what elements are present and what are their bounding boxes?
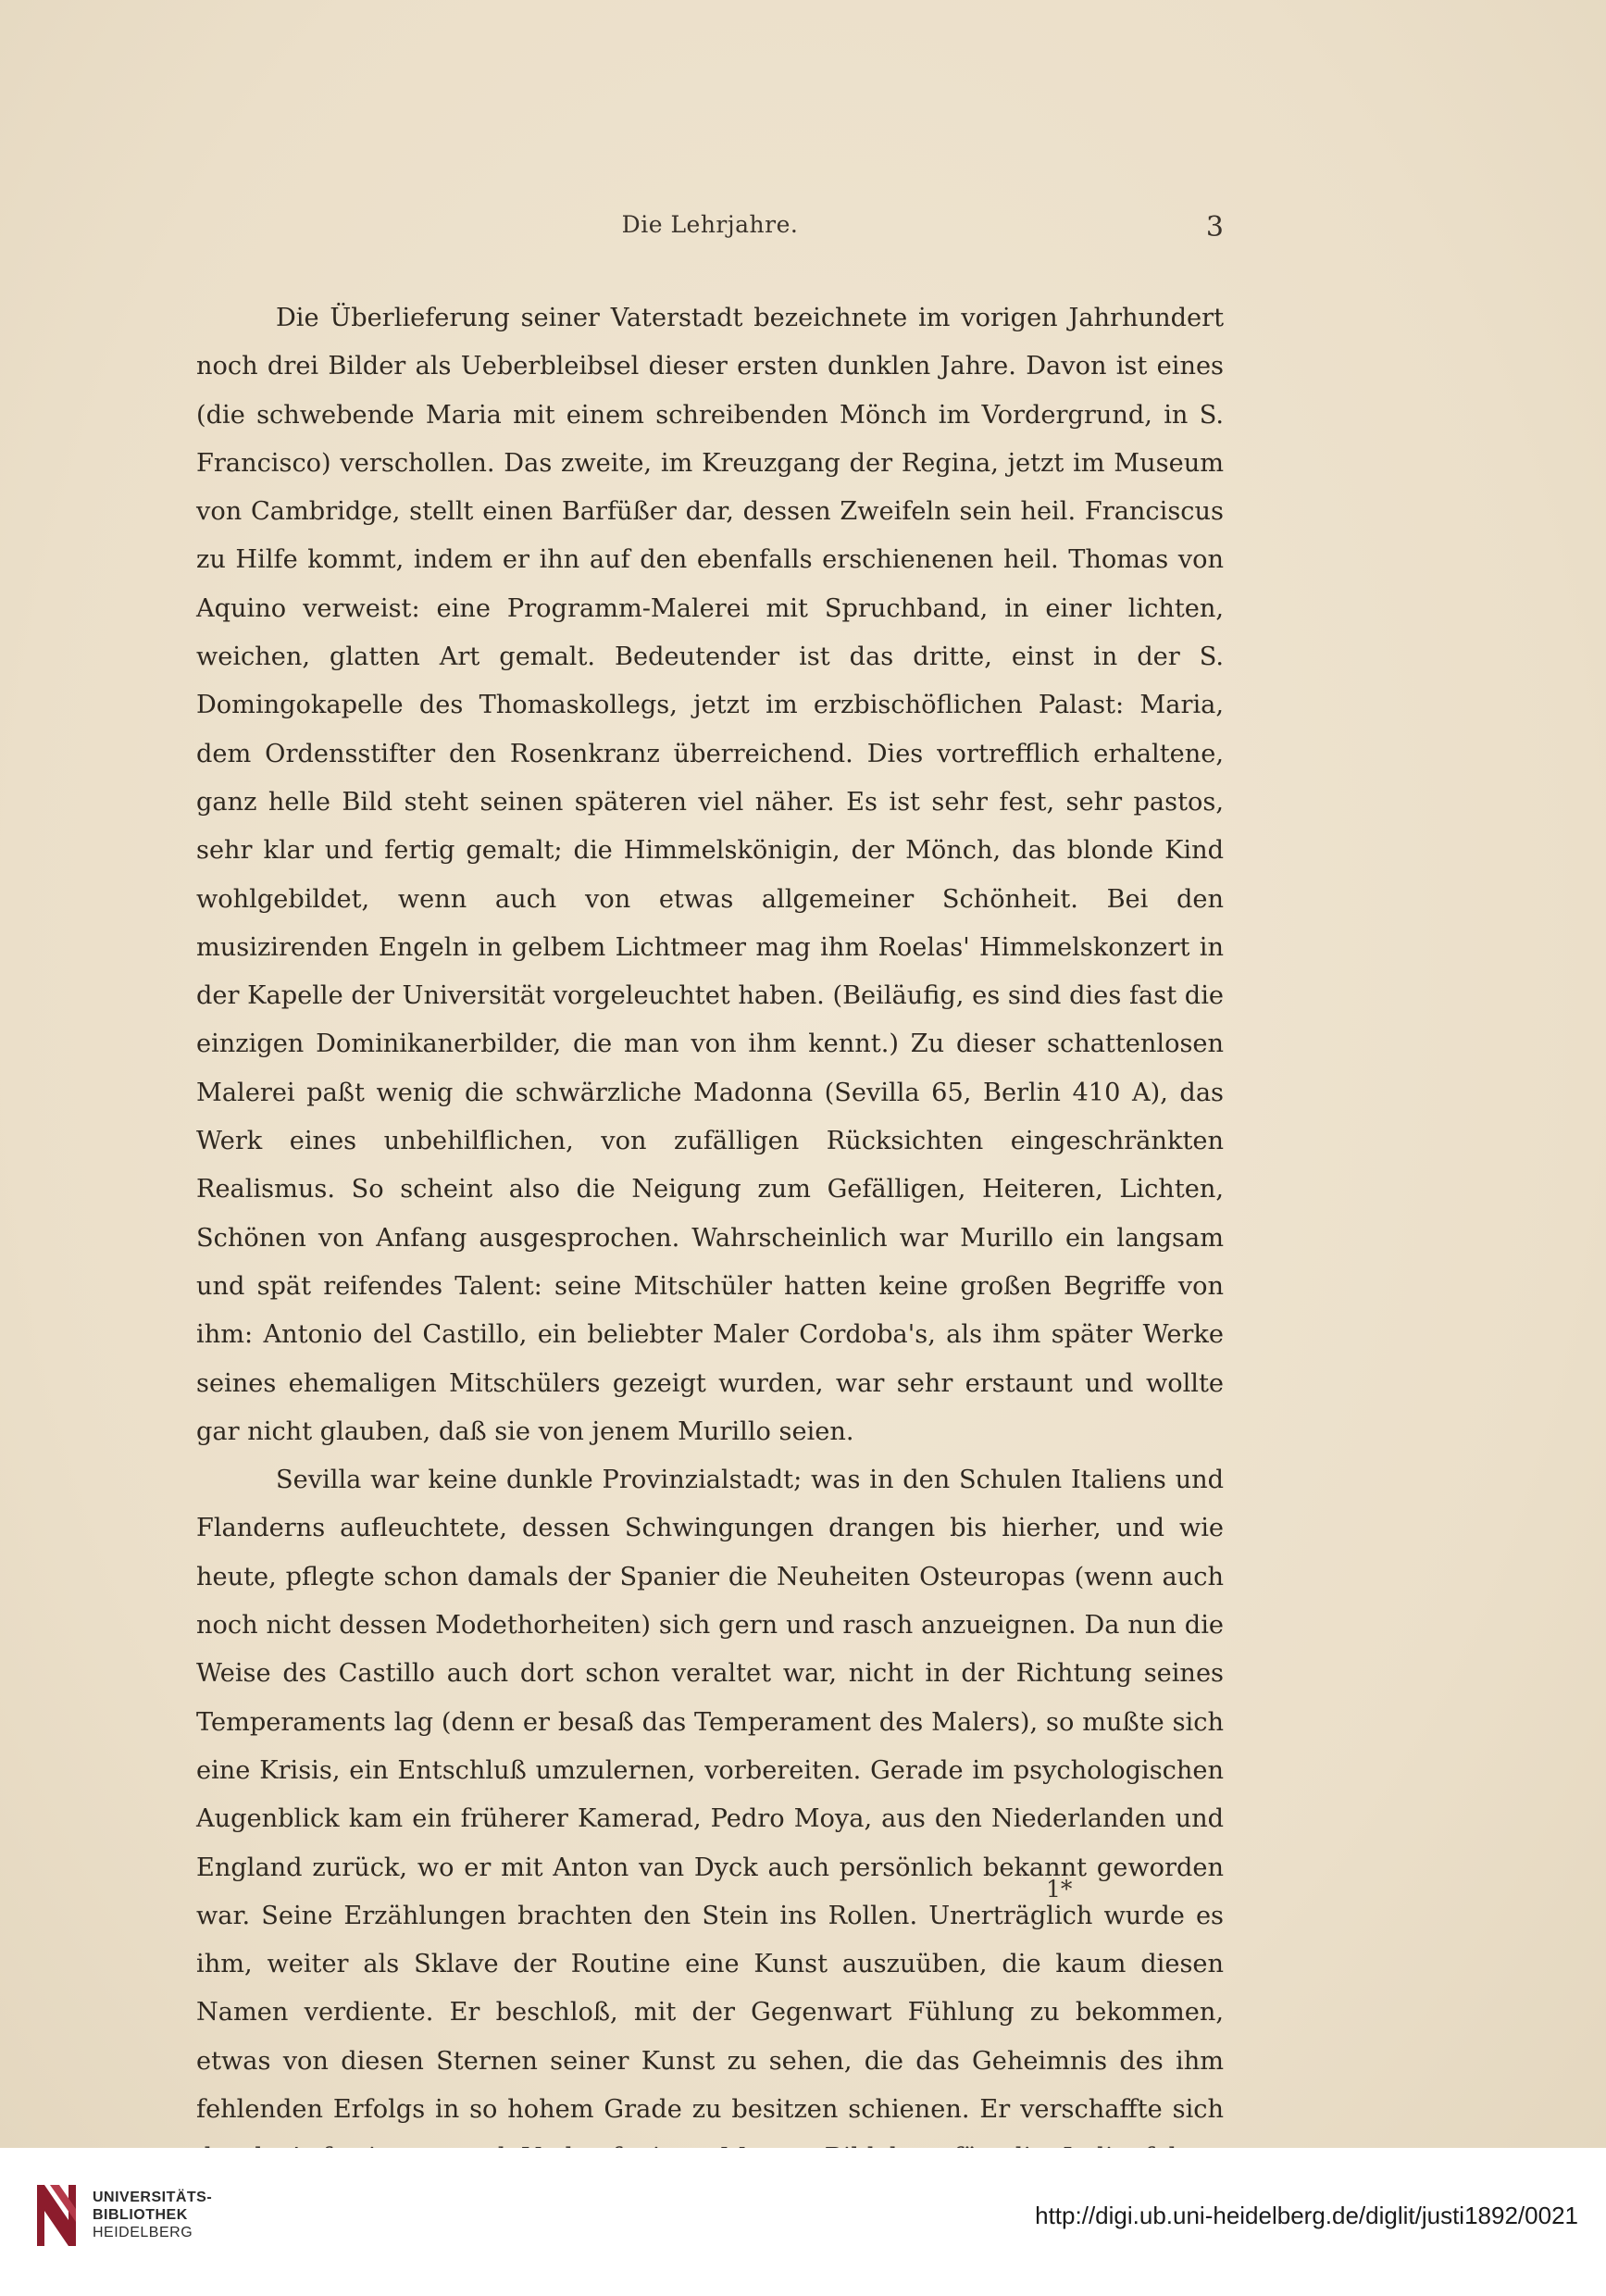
library-name — [93, 2189, 212, 2241]
paragraph-2: Sevilla war keine dunkle Provinzialstadt; was in den Schulen Italiens und Flanderns aufleuchtete, dessen Schwingungen drangen bis hierher, und wie heute, pflegte schon damals der Spanier die Neuheiten Osteuropas (wenn auch noch nicht dessen Modethorheiten) sich gern und rasch anzueignen. Da nun die Weise des Castillo auch dort schon veraltet war, nicht in der Richtung seines Temperaments lag (denn er besaß das Temperament des Malers), so mußte sich eine Krisis, ein Entschluß umzulernen, vorbereiten. Gerade im psychologischen Augenblick kam ein früherer Kamerad, Pedro Moya, aus den Niederlanden und England zurück, wo er mit Anton van Dyck auch persönlich bekannt geworden war. Seine Erzählungen brachten den Stein ins Rollen. Unerträglich wurde es ihm, weiter als Sklave der Routine eine Kunst auszuüben, die kaum diesen Namen verdiente. Er beschloß, mit der Gegenwart Fühlung zu bekommen, etwas von diesen Sternen seiner Kunst zu sehen, die das Geheimnis des ihm fehlenden Erfolgs in so hohem Grade zu besitzen schienen. Er verschaffte sich — [196, 1466, 1224, 2124]
body-text — [196, 294, 1224, 2231]
heidelberg-library-logo-icon — [31, 2181, 81, 2250]
page-number: 3 — [1205, 211, 1224, 243]
library-name-line-2: BIBLIOTHEK — [93, 2207, 188, 2223]
library-name-line-1: UNIVERSITÄTS- — [93, 2190, 213, 2205]
digitization-footer — [0, 2148, 1606, 2296]
signature-mark: 1* — [1046, 1876, 1073, 1903]
library-name-line-3: HEIDELBERG — [93, 2225, 193, 2240]
running-head: Die Lehrjahre. — [621, 211, 799, 238]
page-header — [196, 211, 1224, 248]
source-url-link[interactable]: http://digi.ub.uni-heidelberg.de/diglit/justi1892/0021 — [1035, 2202, 1578, 2229]
paragraph-1: Die Überlieferung seiner Vaterstadt bezeichnete im vorigen Jahrhundert noch drei Bilder als Ueberbleibsel dieser ersten dunklen Jahre. Davon ist eines (die schwebende Maria mit einem schreibenden Mönch im Vordergrund, in S. Francisco) verschollen. Das zweite, im Kreuzgang der Regina, jetzt im Museum von Cambridge, stellt einen Barfüßer dar, dessen Zweifeln sein heil. Franciscus zu Hilfe kommt, indem er ihn auf den ebenfalls erschienenen heil. Thomas von Aquino verweist: eine Programm-Malerei mit Spruchband, in einer lichten, weichen, glatten Art gemalt. Bedeutender ist das dritte, einst in der S. Domingokapelle des Thomaskollegs, jetzt im erzbischöflichen Palast: Maria, dem Ordensstifter den Rosenkranz überreichend. Dies vortrefflich erhaltene, ganz helle Bild steht seinen späteren viel näher. Es ist sehr fest, sehr pastos, sehr klar und fertig gemalt; die Himmelskönigin, der Mönch, das blonde Kind wohlgebildet, wenn auch von etwas allgemeiner Schönheit. Bei den musizirenden Engeln in gelbem Lichtmeer mag ihm Roelas' Himmelskonzert in der Kapelle der Universität vorgeleuchtet haben. (Beiläufig, es sind dies fast die einzigen Dominikanerbilder, die man von ihm kennt.) Zu dieser schattenlosen Malerei paßt wenig die schwärzliche Madonna (Sevilla 65, Berlin 410 A), das Werk eines unbehilflichen, von zufälligen Rücksichten eingeschränkten Realismus. So scheint also die Neigung zum Gefälligen, Heiteren, Lichten, Schönen von Anfang ausgesprochen. Wahrscheinlich war Murillo ein langsam und spät reifendes Talent: seine Mitschüler hatten keine großen Begriffe von ihm: Antonio del Castillo, ein beliebter Maler Cordoba's, als ihm später Werke seines ehemaligen Mitschülers gezeigt wurden, war sehr erstaunt und wollte gar nicht glauben, daß sie von jenem Murillo seien. — [196, 304, 1224, 1446]
